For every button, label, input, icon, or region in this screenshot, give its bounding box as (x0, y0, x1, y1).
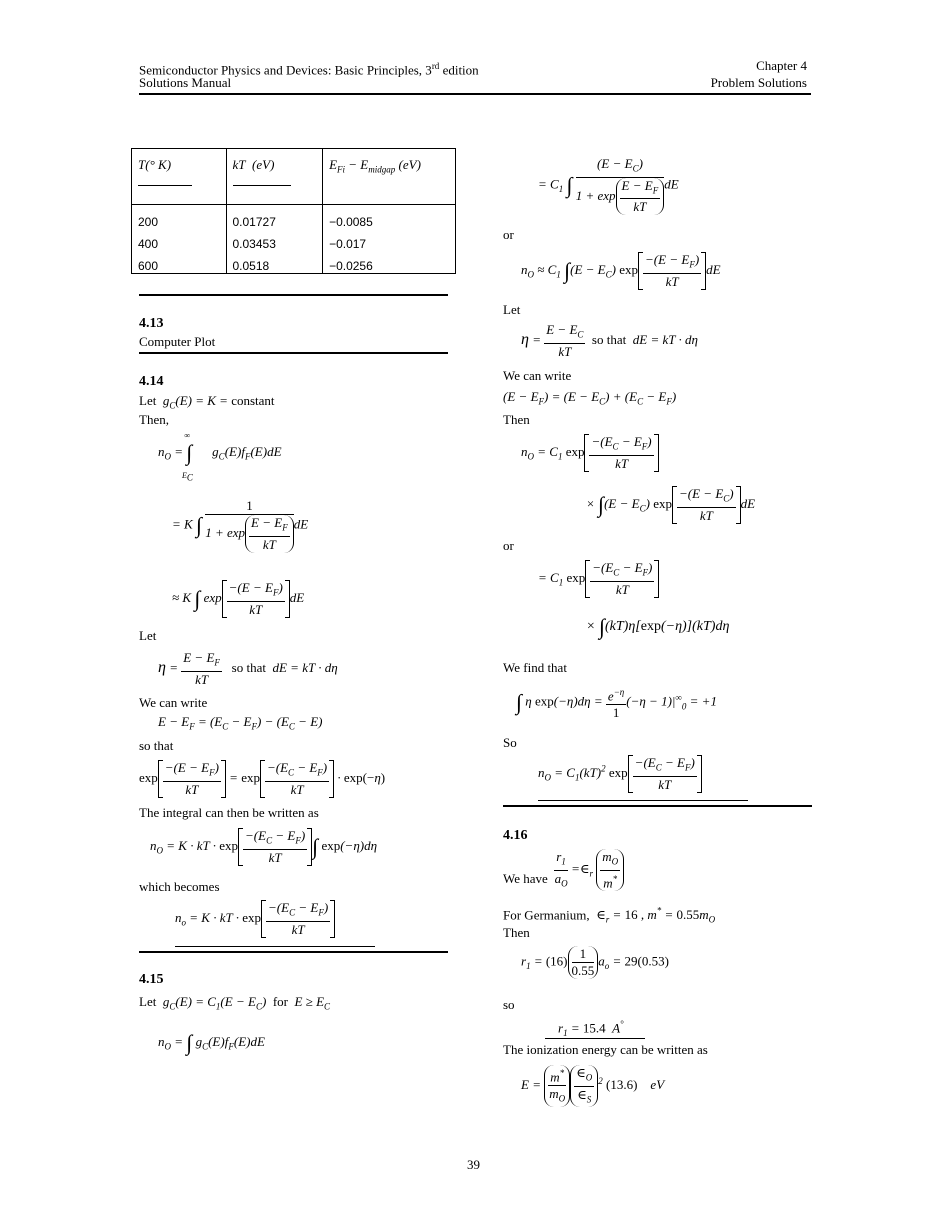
header-rule (139, 93, 811, 95)
equation-result: $r_1 = 15.4$ A° (558, 1019, 624, 1038)
text-line: or (503, 538, 514, 553)
equation-result: $n_o = K$ · kT · exp $\frac{-(E_C - E_F)}{kT}$ (175, 900, 335, 938)
section-rule (503, 805, 812, 807)
text-line: so (503, 997, 515, 1012)
equation: = K ∫ 1 1 + exp $\frac{E - E_F}{kT}$ dE (172, 498, 309, 552)
text-line: For Germanium, $\in_r = 16$ , $m^* = 0.55m_O$ (503, 906, 716, 925)
problem-number: 4.14 (139, 374, 164, 389)
text-line: Let $g_C(E) = C_1(E - E_C)$ for $E \ge E_C$ (139, 994, 331, 1012)
equation: × ∫(kT)η[exp(−η)](kT)dη (586, 614, 730, 639)
text-line: The integral can then be written as (139, 805, 319, 820)
equation: η = $\frac{E - E_C}{kT}$ so that dE = kT · dη (521, 322, 698, 359)
equation: $n_O = K$ · kT · exp $\frac{-(E_C - E_F)}{kT}$ ∫ exp(−η)dη (150, 828, 378, 865)
problem-text: Computer Plot (139, 334, 216, 349)
manual-subtitle: Solutions Manual (139, 75, 232, 90)
text-line: We have $\frac{r_1}{a_O}$ $=\in_r$ $\frac{m_O}{m^*}$ (503, 849, 624, 891)
equation: $n_O = C_1$ exp $\frac{-(E_C - E_F)}{kT}$ (521, 434, 659, 472)
equation: $n_O \approx C_1$ $\int(E - E_C)$ exp $\frac{-(E - E_F)}{kT}$ dE (521, 252, 721, 289)
equation: ≈ K ∫ exp $\frac{-(E - E_F)}{kT}$ dE (172, 580, 305, 617)
equation: $n_O = \int^\infty_{E_C}$ $g_C(E)f_F(E)dE$ (158, 430, 282, 483)
book-title: Semiconductor Physics and Devices: Basic Principles, 3rd edition (139, 61, 479, 78)
text-line: Then, (139, 412, 169, 427)
table-row: 200 0.01727 −0.0085 (132, 215, 456, 229)
text-line: Let (503, 302, 521, 317)
result-underline (545, 1038, 645, 1039)
equation: = $C_1$ exp $\frac{-(E_C - E_F)}{kT}$ (538, 560, 659, 598)
table-header: T(° K) (138, 157, 192, 186)
table-header: $E_{Fi} - E_{midgap}$ (eV) (329, 157, 421, 175)
result-underline (538, 800, 748, 801)
equation: $r_1 = (16)$ $\frac{1}{0.55}$ $a_o = 29(0.53)$ (521, 946, 669, 978)
equation: ∫ η exp(−η)dη = $\frac{e^{-\eta}}{1}$ $(-\eta - 1)|^\infty_0 = +1$ (516, 684, 717, 721)
section-label: Problem Solutions (710, 75, 807, 90)
equation: η = $\frac{E - E_F}{kT}$ so that dE = kT · dη (158, 650, 338, 687)
text-line: We can write (503, 368, 572, 383)
text-line: Then (503, 412, 530, 427)
equation: $n_O$ = ∫ $g_C(E)f_F(E)dE$ (158, 1030, 265, 1055)
section-rule (139, 294, 448, 296)
problem-number: 4.16 (503, 828, 528, 843)
table-row: 600 0.0518 −0.0256 (132, 259, 456, 274)
energy-table (131, 148, 456, 274)
section-rule (139, 352, 448, 354)
equation: = $C_1$ ∫ $(E - E_C)$ 1 + exp $\frac{E - E_F}{kT}$ dE (538, 156, 679, 215)
text-line: We can write (139, 695, 208, 710)
equation: E = $\frac{m^*}{m_O}$ $\frac{\in_O}{\in_S}$ $^2$ (13.6) eV (521, 1065, 664, 1107)
result-underline (175, 946, 375, 947)
chapter-label: Chapter 4 (756, 58, 807, 73)
text-line: We find that (503, 660, 567, 675)
problem-number: 4.15 (139, 972, 164, 987)
text-line: The ionization energy can be written as (503, 1042, 708, 1057)
text-line: so that (139, 738, 174, 753)
equation: $E - E_F = (E_C - E_F) - (E_C - E)$ (158, 714, 323, 732)
text-line: Let $g_C(E) = K$ = constant (139, 393, 275, 411)
text-line: Let (139, 628, 157, 643)
text-line: or (503, 227, 514, 242)
equation: × $\int(E - E_C)$ exp $\frac{-(E - E_C)}{kT}$ dE (586, 486, 756, 523)
page-number: 39 (467, 1157, 480, 1172)
text-line: So (503, 735, 517, 750)
text-line: which becomes (139, 879, 220, 894)
problem-number: 4.13 (139, 316, 164, 331)
table-row: 400 0.03453 −0.017 (132, 237, 456, 251)
equation: $(E - E_F) = (E - E_C) + (E_C - E_F)$ (503, 389, 677, 407)
table-header: kT (eV) (233, 157, 291, 186)
section-rule (139, 951, 448, 953)
equation: exp $\frac{-(E - E_F)}{kT}$ = exp $\frac{-(E_C - E_F)}{kT}$ · exp(−η) (139, 760, 386, 797)
equation-result: $n_O = C_1(kT)^2$ exp $\frac{-(E_C - E_F)}{kT}$ (538, 755, 702, 793)
text-line: Then (503, 925, 530, 940)
